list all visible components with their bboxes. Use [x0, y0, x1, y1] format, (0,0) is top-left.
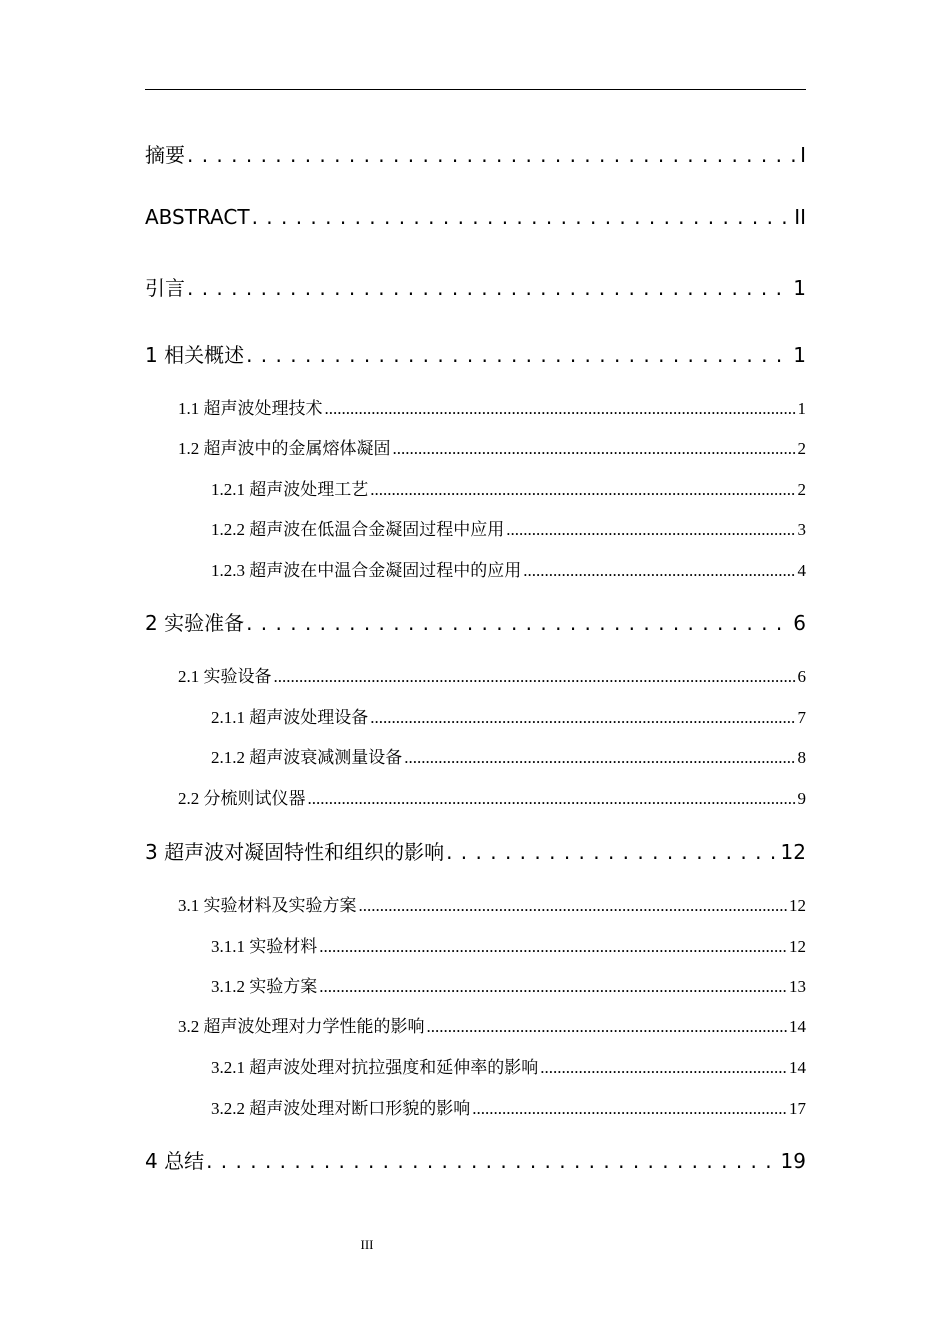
toc-entry-abstract-cn[interactable] — [145, 139, 806, 168]
page-number: III — [360, 1237, 374, 1252]
toc-entry-page: 13 — [789, 977, 806, 996]
toc-entry-3-2-2[interactable] — [211, 1094, 806, 1119]
toc-entry-title: 摘要 — [145, 143, 185, 167]
toc-entry-title: 3.1.2 实验方案 — [211, 977, 318, 996]
toc-entry-page: 8 — [797, 748, 806, 767]
toc-entry-3-1-2[interactable] — [211, 972, 806, 997]
toc-entry-page: 4 — [797, 561, 806, 580]
toc-entry-1-2-2[interactable] — [211, 515, 806, 540]
toc-entry-page: 14 — [789, 1017, 806, 1036]
toc-entry-title: 2.2 分梳则试仪器 — [178, 789, 306, 808]
toc-entry-1-1[interactable] — [178, 394, 806, 419]
toc-entry-3-2-1[interactable] — [211, 1053, 806, 1078]
toc-entry-3-1-1[interactable] — [211, 932, 806, 957]
toc-entry-page: I — [800, 143, 806, 167]
toc-leader — [472, 1099, 787, 1119]
toc-leader — [393, 439, 796, 459]
toc-entry-title: 3.1 实验材料及实验方案 — [178, 896, 357, 915]
toc-entry-2-1[interactable] — [178, 662, 806, 687]
toc-leader — [359, 896, 788, 916]
toc-entry-page: 1 — [797, 399, 806, 418]
toc-leader — [246, 343, 791, 367]
toc-entry-title: 3 超声波对凝固特性和组织的影响 — [145, 840, 445, 864]
toc-leader — [319, 977, 787, 997]
toc-entry-title: 1.2.3 超声波在中温合金凝固过程中的应用 — [211, 561, 522, 580]
toc-entry-title: 4 总结 — [145, 1149, 205, 1173]
toc-entry-1-2-3[interactable] — [211, 556, 806, 581]
toc-entry-chapter-3[interactable] — [145, 836, 806, 865]
toc-leader — [523, 561, 795, 581]
toc-entry-chapter-4[interactable] — [145, 1145, 806, 1174]
toc-entry-title: ABSTRACT — [145, 205, 250, 229]
toc-entry-page: 2 — [797, 439, 806, 458]
toc-entry-1-2[interactable] — [178, 434, 806, 459]
toc-entry-page: 12 — [789, 937, 806, 956]
toc-leader — [506, 520, 795, 540]
toc-entry-title: 2 实验准备 — [145, 611, 245, 635]
toc-entry-page: 1 — [793, 276, 806, 300]
toc-entry-title: 1.2.1 超声波处理工艺 — [211, 480, 369, 499]
toc-entry-2-2[interactable] — [178, 784, 806, 809]
toc-leader — [206, 1149, 778, 1173]
toc-entry-title: 1 相关概述 — [145, 343, 245, 367]
toc-entry-page: 14 — [789, 1058, 806, 1077]
toc-entry-title: 3.1.1 实验材料 — [211, 937, 318, 956]
toc-entry-1-2-1[interactable] — [211, 475, 806, 500]
toc-leader — [404, 748, 795, 768]
toc-entry-title: 3.2 超声波处理对力学性能的影响 — [178, 1017, 425, 1036]
toc-entry-introduction[interactable] — [145, 272, 806, 301]
toc-entry-page: 12 — [789, 896, 806, 915]
toc-entry-3-2[interactable] — [178, 1012, 806, 1037]
toc-entry-page: 2 — [797, 480, 806, 499]
toc-entry-page: 1 — [793, 343, 806, 367]
toc-leader — [540, 1058, 787, 1078]
toc-leader — [370, 708, 795, 728]
toc-entry-page: 9 — [797, 789, 806, 808]
toc-leader — [446, 840, 778, 864]
toc-entry-title: 1.2.2 超声波在低温合金凝固过程中应用 — [211, 520, 505, 539]
toc-entry-chapter-2[interactable] — [145, 607, 806, 636]
toc-leader — [274, 667, 796, 687]
toc-leader — [246, 611, 791, 635]
toc-entry-page: 17 — [789, 1099, 806, 1118]
toc-entry-page: 6 — [793, 611, 806, 635]
toc-entry-title: 引言 — [145, 276, 185, 300]
toc-entry-abstract-en[interactable] — [145, 205, 806, 229]
toc-entry-page: 19 — [780, 1149, 806, 1173]
toc-entry-page: II — [794, 205, 806, 229]
toc-entry-title: 3.2.1 超声波处理对抗拉强度和延伸率的影响 — [211, 1058, 539, 1077]
toc-leader — [252, 205, 793, 229]
toc-entry-title: 2.1.2 超声波衰减测量设备 — [211, 748, 403, 767]
toc-leader — [187, 143, 798, 167]
toc-entry-page: 12 — [780, 840, 806, 864]
toc-entry-title: 1.1 超声波处理技术 — [178, 399, 323, 418]
toc-entry-chapter-1[interactable] — [145, 339, 806, 368]
toc-entry-2-1-1[interactable] — [211, 703, 806, 728]
toc-entry-title: 2.1 实验设备 — [178, 667, 272, 686]
toc-entry-3-1[interactable] — [178, 891, 806, 916]
toc-leader — [427, 1017, 788, 1037]
toc-entry-title: 2.1.1 超声波处理设备 — [211, 708, 369, 727]
toc-leader — [187, 276, 791, 300]
toc-entry-title: 3.2.2 超声波处理对断口形貌的影响 — [211, 1099, 471, 1118]
toc-entry-title: 1.2 超声波中的金属熔体凝固 — [178, 439, 391, 458]
toc-leader — [308, 789, 796, 809]
toc-entry-page: 6 — [797, 667, 806, 686]
toc-entry-page: 7 — [797, 708, 806, 727]
toc-leader — [370, 480, 795, 500]
toc-leader — [325, 399, 796, 419]
toc-leader — [319, 937, 787, 957]
toc-entry-page: 3 — [797, 520, 806, 539]
toc-entry-2-1-2[interactable] — [211, 743, 806, 768]
